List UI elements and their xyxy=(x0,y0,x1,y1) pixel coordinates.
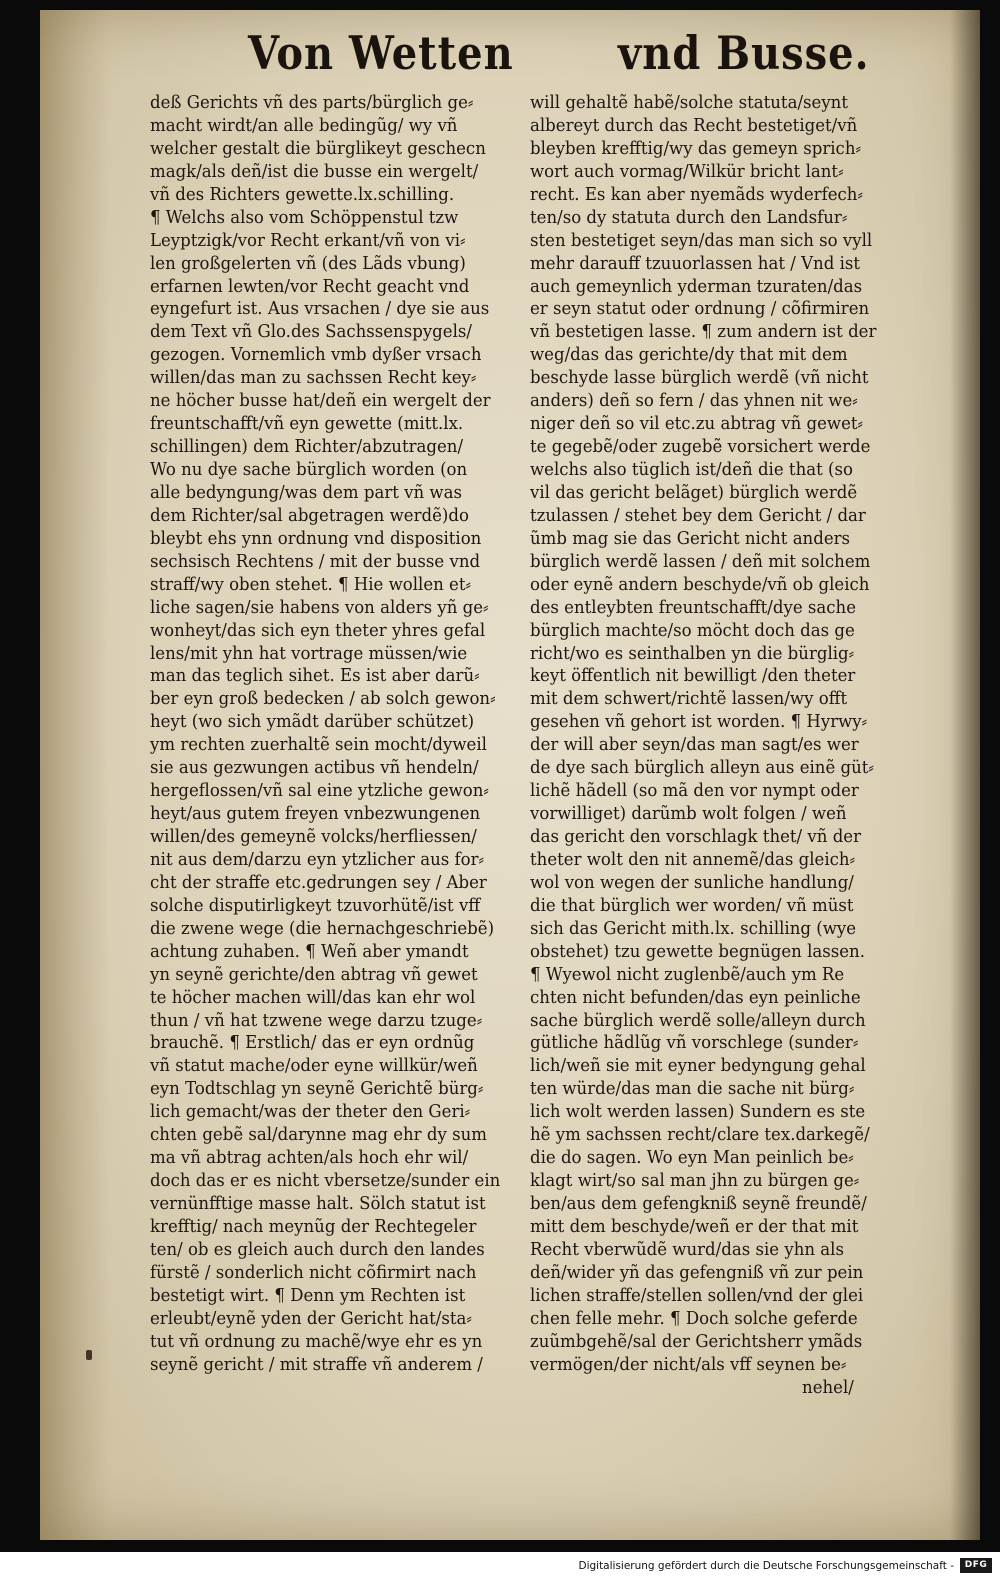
text-column-right xyxy=(530,92,907,1399)
text-line: wort auch vormag/Wilkür bricht lant⸗ xyxy=(530,160,844,182)
text-line: dem Richter/sal abgetragen werdẽ)do xyxy=(150,504,469,526)
text-line: te gegebẽ/oder zugebẽ vorsichert werde xyxy=(530,436,871,458)
text-line: ten/so dy statuta durch den Landsfur⸗ xyxy=(530,206,848,228)
text-line: anders) deñ so fern / das yhnen nit we⸗ xyxy=(530,390,858,412)
text-line: will gehaltẽ habẽ/solche statuta/seynt xyxy=(530,92,849,113)
text-line: ten/ ob es gleich auch durch den landes xyxy=(150,1238,485,1260)
text-line: deß Gerichts vñ des parts/bürglich ge⸗ xyxy=(150,92,474,113)
text-line: wonheyt/das sich eyn theter yhres gefal xyxy=(150,619,486,641)
text-line: auch gemeynlich yderman tzuraten/das xyxy=(530,275,863,297)
page-binding-shadow xyxy=(40,10,110,1540)
running-header-right: vnd Busse. xyxy=(618,26,870,81)
text-line: vñ des Richters gewette.lx.schilling. xyxy=(150,183,455,205)
text-line: bleybt ehs ynn ordnung vnd disposition xyxy=(150,527,482,549)
text-line: thun / vñ hat tzwene wege darzu tzuge⸗ xyxy=(150,1009,483,1031)
text-line: fürstẽ / sonderlich nicht cõfirmirt nach xyxy=(150,1261,477,1283)
text-line: lich/weñ sie mit eyner bedyngung gehal xyxy=(530,1055,866,1077)
text-line: gütliche hãdlũg vñ vorschlege (sunder⸗ xyxy=(530,1032,859,1054)
text-line: er seyn statut oder ordnung / cõfirmiren xyxy=(530,298,870,320)
text-line: Recht vberwũdẽ wurd/das sie yhn als xyxy=(530,1238,844,1260)
text-line: sten bestetiget seyn/das man sich so vyll xyxy=(530,229,873,251)
text-line: ber eyn groß bedecken / ab solch gewon⸗ xyxy=(150,688,496,710)
text-line: erleubt/eynẽ yden der Gericht hat/sta⸗ xyxy=(150,1307,472,1329)
text-line: freuntschafft/vñ eyn gewette (mitt.lx. xyxy=(150,413,464,435)
text-line: brauchẽ. ¶ Erstlich/ das er eyn ordnũg xyxy=(150,1032,475,1054)
text-line: welchs also tüglich ist/deñ die that (so xyxy=(530,459,853,480)
text-line: gesehen vñ gehort ist worden. ¶ Hyrwy⸗ xyxy=(530,711,868,733)
text-line: obstehet) tzu gewette begnügen lassen. xyxy=(530,940,865,962)
text-line: lichẽ hãdell (so mã den vor nympt oder xyxy=(530,780,859,802)
text-line: mitt dem beschyde/weñ er der that mit xyxy=(530,1215,859,1237)
text-line: gezogen. Vornemlich vmb dyßer vrsach xyxy=(150,344,482,366)
text-line: magk/als deñ/ist die busse ein wergelt/ xyxy=(150,160,479,182)
text-line: eyngefurt ist. Aus vrsachen / dye sie aus xyxy=(150,298,490,320)
text-line: man das teglich sihet. Es ist aber darũ⸗ xyxy=(150,665,480,687)
text-line: ne höcher busse hat/deñ ein wergelt der xyxy=(150,390,491,412)
text-line: schillingen) dem Richter/abzutragen/ xyxy=(150,436,464,458)
text-line: ym rechten zuerhaltẽ sein mocht/dyweil xyxy=(150,734,487,756)
text-line: liche sagen/sie habens von alders yñ ge⸗ xyxy=(150,596,489,618)
text-line: heyt/aus gutem freyen vnbezwungenen xyxy=(150,803,481,825)
text-line: ¶ Welchs also vom Schöppenstul tzw xyxy=(150,206,459,228)
text-line: tzulassen / stehet bey dem Gericht / dar xyxy=(530,504,866,526)
text-line: klagt wirt/so sal man jhn zu bürgen ge⸗ xyxy=(530,1170,860,1192)
text-line: lich wolt werden lassen) Sundern es ste xyxy=(530,1101,866,1123)
text-line: lens/mit yhn hat vortrage müssen/wie xyxy=(150,642,468,664)
text-line: die do sagen. Wo eyn Man peinlich be⸗ xyxy=(530,1147,854,1169)
text-line: ũmb mag sie das Gericht nicht anders xyxy=(530,527,851,549)
text-line: die zwene wege (die hernachgeschriebẽ) xyxy=(150,917,495,939)
text-line: bleyben krefftig/wy das gemeyn sprich⸗ xyxy=(530,137,862,159)
text-line: bürglich machte/so möcht doch das ge xyxy=(530,619,855,641)
text-line: Leyptzigk/vor Recht erkant/vñ von vi⸗ xyxy=(150,229,466,251)
text-line: chten nicht befunden/das eyn peinliche xyxy=(530,986,861,1008)
text-line: te höcher machen will/das kan ehr wol xyxy=(150,986,476,1008)
text-line: die that bürglich wer worden/ vñ müst xyxy=(530,894,854,916)
text-line: Wo nu dye sache bürglich worden (on xyxy=(150,459,468,480)
text-line: nehel/ xyxy=(802,1376,854,1398)
text-line: vorwilliget) darũmb wolt folgen / weñ xyxy=(530,803,847,825)
text-line: ma vñ abtrag achten/als hoch ehr wil/ xyxy=(150,1147,469,1169)
text-column-left xyxy=(150,92,518,1377)
text-line: vermögen/der nicht/als vff seynen be⸗ xyxy=(530,1353,847,1375)
text-line: doch das er es nicht vbersetze/sunder ein xyxy=(150,1170,501,1192)
text-line: nit aus dem/darzu eyn ytzlicher aus for⸗ xyxy=(150,848,485,870)
text-line: albereyt durch das Recht bestetiget/vñ xyxy=(530,114,858,136)
text-line: lich gemacht/was der theter den Geri⸗ xyxy=(150,1101,471,1123)
text-line: macht wirdt/an alle bedingũg/ wy vñ xyxy=(150,114,458,136)
text-line: de dye sach bürglich alleyn aus einẽ güt⸗ xyxy=(530,757,874,779)
text-line: achtung zuhaben. ¶ Weñ aber ymandt xyxy=(150,940,469,962)
text-line: willen/das man zu sachssen Recht key⸗ xyxy=(150,367,477,389)
text-line: ¶ Wyewol nicht zuglenbẽ/auch ym Re xyxy=(530,963,845,985)
page-edge-shadow xyxy=(950,10,980,1540)
text-line: chten gebẽ sal/darynne mag ehr dy sum xyxy=(150,1124,487,1146)
text-line: vñ statut mache/oder eyne willkür/weñ xyxy=(150,1055,478,1077)
text-line: bestetigt wirt. ¶ Denn ym Rechten ist xyxy=(150,1284,466,1306)
text-line: hẽ ym sachssen recht/clare tex.darkegẽ/ xyxy=(530,1124,870,1146)
funding-credit: Digitalisierung gefördert durch die Deutsche Forschungsgemeinschaft - xyxy=(578,1560,954,1572)
text-line: recht. Es kan aber nyemãds wyderfech⸗ xyxy=(530,183,863,205)
text-line: vernünfftige masse halt. Sölch statut ist xyxy=(150,1193,486,1214)
text-line: beschyde lasse bürglich werdẽ (vñ nicht xyxy=(530,367,869,389)
text-line: mehr darauff tzuuorlassen hat / Vnd ist xyxy=(530,252,861,274)
text-line: niger deñ so vil etc.zu abtrag vñ gewet⸗ xyxy=(530,413,864,435)
text-line: ben/aus dem gefengkniß seynẽ freundẽ/ xyxy=(530,1193,867,1214)
text-line: mit dem schwert/richtẽ lassen/wy offt xyxy=(530,688,848,710)
running-header-left: Von Wetten xyxy=(248,26,514,81)
text-line: len großgelerten vñ (des Lãds vbung) xyxy=(150,252,466,274)
text-line: eyn Todtschlag yn seynẽ Gerichtẽ bürg⸗ xyxy=(150,1078,484,1100)
text-line: vil das gericht belãget) bürglich werdẽ xyxy=(530,481,858,503)
text-line: tut vñ ordnung zu machẽ/wye ehr es yn xyxy=(150,1330,483,1352)
text-line: des entleybten freuntschafft/dye sache xyxy=(530,596,856,618)
text-line: hergeflossen/vñ sal eine ytzliche gewon⸗ xyxy=(150,780,489,802)
text-line: straff/wy oben stehet. ¶ Hie wollen et⸗ xyxy=(150,573,472,595)
text-line: krefftig/ nach meynũg der Rechtegeler xyxy=(150,1215,477,1237)
text-line: theter wolt den nit annemẽ/das gleich⸗ xyxy=(530,848,856,870)
text-line: sich das Gericht mith.lx. schilling (wye xyxy=(530,917,857,939)
text-line: deñ/wider yñ das gefengniß vñ zur pein xyxy=(530,1261,864,1283)
text-line: sie aus gezwungen actibus vñ hendeln/ xyxy=(150,757,479,779)
ink-mark xyxy=(86,1350,92,1360)
text-line: zuũmbgehẽ/sal der Gerichtsherr ymãds xyxy=(530,1330,863,1352)
text-line: dem Text vñ Glo.des Sachssenspygels/ xyxy=(150,321,472,343)
text-line: bürglich werdẽ lassen / deñ mit solchem xyxy=(530,550,871,572)
text-line: sechsisch Rechtens / mit der busse vnd xyxy=(150,550,481,572)
dfg-logo: DFG xyxy=(960,1558,992,1573)
text-line: keyt öffentlich nit bewilligt /den theter xyxy=(530,665,856,687)
text-line: oder eynẽ andern beschyde/vñ ob gleich xyxy=(530,573,870,595)
text-line: solche disputirligkeyt tzuvorhütẽ/ist vff xyxy=(150,894,481,916)
text-line: ten würde/das man die sache nit bürg⸗ xyxy=(530,1078,855,1100)
text-line: alle bedyngung/was dem part vñ was xyxy=(150,481,462,503)
text-line: willen/des gemeynẽ volcks/herfliessen/ xyxy=(150,826,477,847)
text-line: lichen straffe/stellen sollen/vnd der glei xyxy=(530,1284,864,1306)
text-line: der will aber seyn/das man sagt/es wer xyxy=(530,734,859,756)
text-line: welcher gestalt die bürglikeyt geschecn xyxy=(150,137,486,159)
text-line: das gericht den vorschlagk thet/ vñ der xyxy=(530,826,862,847)
text-line: cht der straffe etc.gedrungen sey / Aber xyxy=(150,871,487,893)
text-line: vñ bestetigen lasse. ¶ zum andern ist der xyxy=(530,321,877,343)
text-line: weg/das das gerichte/dy that mit dem xyxy=(530,344,848,366)
text-line: yn seynẽ gerichte/den abtrag vñ gewet xyxy=(150,963,478,985)
text-line: richt/wo es seinthalben yn die bürglig⸗ xyxy=(530,642,855,664)
text-line: chen felle mehr. ¶ Doch solche geferde xyxy=(530,1307,858,1329)
text-line: seynẽ gericht / mit straffe vñ anderem / xyxy=(150,1353,483,1375)
text-line: sache bürglich werdẽ solle/alleyn durch xyxy=(530,1009,866,1031)
text-line: erfarnen lewten/vor Recht geacht vnd xyxy=(150,275,470,297)
text-line: wol von wegen der sunliche handlung/ xyxy=(530,871,854,893)
text-line: heyt (wo sich ymãdt darüber schützet) xyxy=(150,711,475,733)
